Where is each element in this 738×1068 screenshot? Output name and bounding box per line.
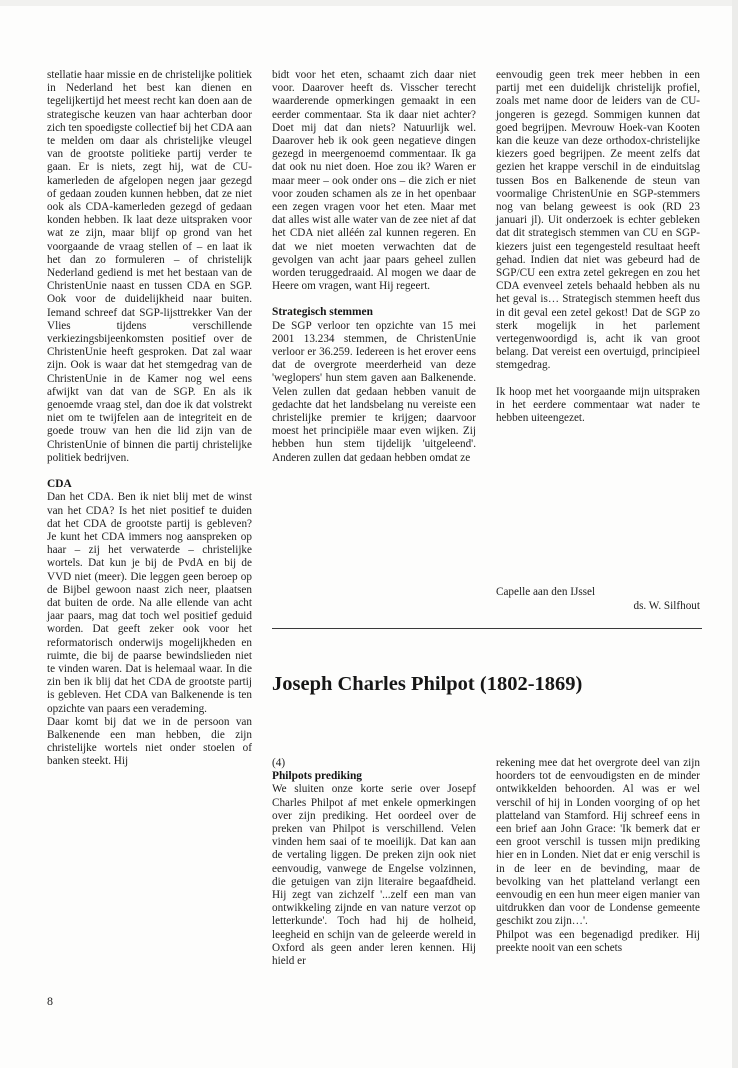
paragraph: Philpot was een begenadigd prediker. Hij preekte nooit van een schets bbox=[496, 928, 700, 954]
paragraph: stellatie haar missie en de christelijke politiek in Nederland het best kan dienen en tegelijkertijd het meest recht kan doen aan de strategische keuzen van haar achterban door zich ten spoedigste collectief bij het CDA aan te melden om daar als christelijke vleugel van de grootste politieke partij verder te gaan. Er is niets, zegt hij, wat de CU-kamerleden de afgelopen negen jaar gezegd of gedaan zouden kunnen hebben, dat ze niet ook als CDA-kamerleden gezegd of gedaan konden hebben. Ik laat deze uitspraken voor wat ze zijn, maar blijf op grond van het voorgaande de vraag stellen of – en laat ik het dan zo formuleren – of christelijk Nederland gediend is met het bestaan van de ChristenUnie naast en tussen CDA en SGP. Ook voor de duidelijkheid naar buiten. Iemand schreef dat SGP-lijsttrekker Van der Vlies tijdens verschillende verkiezingsbijeenkomsten positief over de ChristenUnie heeft gesproken. Dat zal waar zijn. Ook is waar dat het stemgedrag van de ChristenUnie in de Kamer nog wel eens afwijkt van dat van de SGP. En als ik genoemde vraag stel, dan doe ik dat volstrekt niet om te twijfelen aan de integriteit en de goede trouw van hen die lid zijn van de ChristenUnie of binnen die partij christelijke politiek bedrijven. bbox=[47, 69, 252, 464]
scan-edge bbox=[0, 0, 738, 6]
paragraph: Ik hoop met het voorgaande mijn uitspraken in het eerdere commentaar wat nader te hebben uiteengezet. bbox=[496, 385, 700, 425]
page-number: 8 bbox=[47, 994, 53, 1008]
section-divider bbox=[272, 628, 702, 629]
article-title: Joseph Charles Philpot (1802-1869) bbox=[272, 673, 583, 695]
paragraph: bidt voor het eten, schaamt zich daar niet voor. Daarover heeft ds. Visscher terecht waarderende opmerkingen gemaakt in een eerder commentaar. Sta ik daar niet achter? Doet mij dat dan niets? Natuurlijk wel. Daarover heb ik ook geen negatieve dingen gezegd in meergenoemd commentaar. Ik ga dat ook nu niet doen. Hoe zou ik? Waren er maar meer – ook onder ons – die zich er niet voor zouden schamen als ze in het openbaar een zegen vragen voor het eten. Maar met dat alles wist alle water van de zee niet af dat het CDA niet alléén zal kunnen regeren. En dat we niet moeten verwachten dat de gevolgen van acht jaar paars geheel zullen worden teruggedraaid. Al mogen we daar de Heere om vragen, want Hij regeert. bbox=[272, 69, 476, 293]
paragraph: eenvoudig geen trek meer hebben in een partij met een duidelijk christelijk profiel, zoals met name door de leiders van de CU-jongeren is gezegd. Sommigen kunnen dat goed begrijpen. Mevrouw Hoek-van Kooten kan die keuze van deze orthodox-christelijke kiezers goed begrijpen. Ze meent zelfs dat gezien het krappe verschil in de einduitslag tussen Bos en Balkenende de steun van voormalige ChristenUnie en SGP-stemmers nog van belang geweest is ook (RD 23 januari jl). Uit onderzoek is echter gebleken dat dit strategisch stemmen van CU en SGP-kiezers juist een tegengesteld resultaat heeft gehad. Indien dat niet was gebeurd had de SGP/CU een extra zetel gekregen en zou het CDA evenveel zetels behaald hebben als nu het geval is… Strategisch stemmen heeft dus in dit geval een zetel gekost! Dat de SGP zo sterk mogelijk in het parlement vertegenwoordigd is, acht ik van groot belang. Dat vereist een overtuigd, principieel stemgedrag. bbox=[496, 69, 700, 372]
paragraph: rekening mee dat het overgrote deel van zijn hoorders tot de eenvoudigsten en de minder ontwikkelden behoorden. Al was er wel verschil of hij in Londen voorging of op het platteland van Stamford. Hij schreef eens in een brief aan John Grace: 'Ik bemerk dat er een groot verschil is tussen mijn prediking hier en in Londen. Niet dat er enig verschil is in de leer en de bevinding, maar de bevolking van het platteland verlangt een eenvoudig en een hun meer eigen manier van uitdrukken dan voor de Londense gemeente geschikt zou zijn…'. bbox=[496, 757, 700, 928]
signature-place: Capelle aan den IJssel bbox=[496, 586, 596, 598]
paragraph: Daar komt bij dat we in de persoon van Balkenende een man hebben, die zijn christelijke wortels niet onder stoelen of banken steekt. Hij bbox=[47, 715, 252, 768]
article-right-column bbox=[496, 757, 700, 955]
signature bbox=[496, 585, 700, 613]
section-heading-strategisch: Strategisch stemmen bbox=[272, 306, 373, 319]
series-number: (4) bbox=[272, 757, 286, 769]
paragraph: Dan het CDA. Ben ik niet blij met de winst van het CDA? Is het niet positief te duiden dat het CDA de grootste partij is gebleven? Je kunt het CDA immers nog aanspreken op haar – zij het verwaterde – christelijke wortels. Dat kun je bij de PvdA en bij de VVD niet (meer). Die leggen geen beroep op de Bijbel gewoon naast zich neer, plaatsen dat buiten de orde. Na alle ellende van acht jaar paars, mag dat toch wel positief geduid worden. Dat geeft zeker ook voor het reformatorisch onderwijs mogelijkheden en ruimte, die bij de paarse bewindslieden niet te vinden waren. Dat is helemaal waar. In die zin ben ik blij dat het CDA de grootste partij is gebleven. Het CDA van Balkenende is ten opzichte van paars een verademing. bbox=[47, 491, 252, 715]
middle-column bbox=[272, 69, 476, 465]
article-heading: Philpots prediking bbox=[272, 770, 362, 783]
article-middle-column bbox=[272, 757, 476, 968]
section-heading-cda: CDA bbox=[47, 478, 72, 491]
paragraph: We sluiten onze korte serie over Josepf Charles Philpot af met enkele opmerkingen over zijn prediking. Het oordeel over de preken van Philpot is verschillend. Velen vinden hem saai of te moeilijk. Dat kan aan de vertaling liggen. De preken zijn ook niet eenvoudig, vanwege de Engelse volzinnen, die getuigen van zijn literaire begaafdheid. Hij zegt van zichzelf '...zelf een man van ontwikkeling zijnde en van nature verzot op letterkunde'. Toch had hij de holheid, leegheid en schijn van de geleerde wereld in Oxford als geen ander leren kennen. Hij hield er bbox=[272, 783, 476, 968]
signature-name: ds. W. Silfhout bbox=[633, 600, 700, 612]
scan-edge bbox=[732, 0, 738, 1068]
left-column bbox=[47, 69, 252, 769]
right-column bbox=[496, 69, 700, 425]
paragraph: De SGP verloor ten opzichte van 15 mei 2001 13.234 stemmen, de ChristenUnie verloor er 36.259. Iedereen is het erover eens dat de overgrote meerderheid van deze 'weglopers' hun stem gaven aan Balkenende. Velen zullen dat gedaan hebben vanuit de gedachte dat het landsbelang nu vereiste een christelijke premier te krijgen; daarvoor moest het principiële maar even wijken. Zij hebben hun stem tijdelijk 'uitgeleend'. Anderen zullen dat gedaan hebben omdat ze bbox=[272, 319, 476, 464]
